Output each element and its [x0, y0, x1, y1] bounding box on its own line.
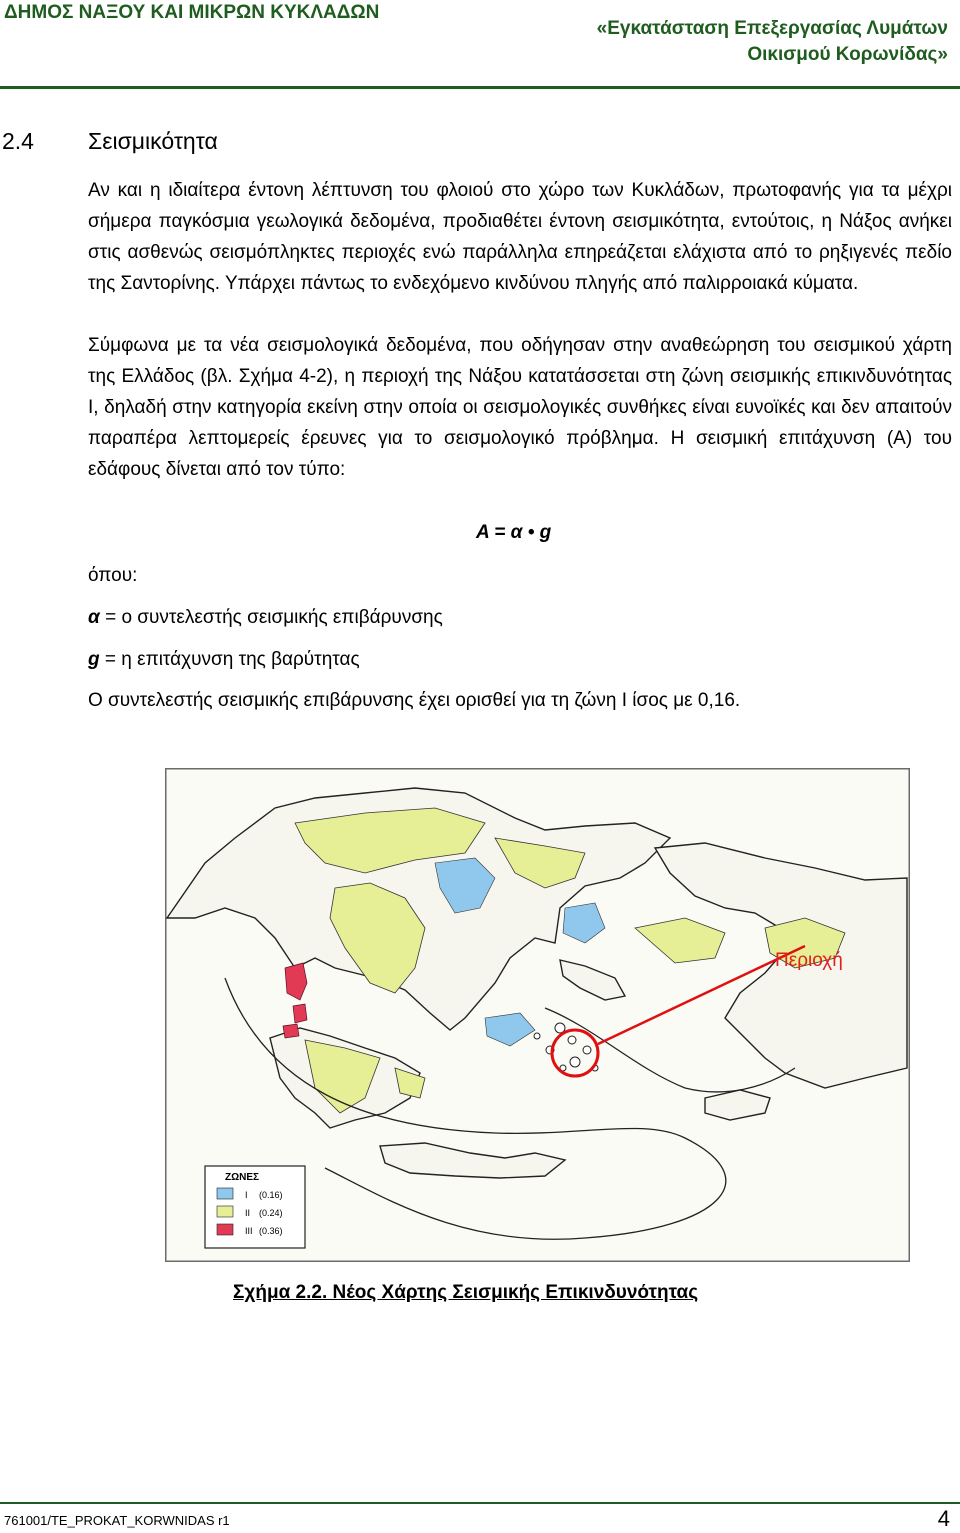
legend-value-zone-i: (0.16)	[259, 1190, 283, 1200]
legend-value-zone-ii: (0.24)	[259, 1208, 283, 1218]
paragraph-intro: Αν και η ιδιαίτερα έντονη λέπτυνση του φλοιού στο χώρο των Κυκλάδων, πρωτοφανής για τα μέχρι σήμερα παγκόσμια γεωλογικά δεδομένα, προδιαθέτει έντονη σεισμικότητα, εντούτοις, η Νάξος ανήκει στις ασθενώς σεισμόπληκτες περιοχές ενώ παράλληλα επηρεάζεται ελάχιστα από το ρηξιγενές πεδίο της Σαντορίνης. Υπάρχει πάντως το ενδεχόμενο κινδύνου πληγής από παλιρροιακά κύματα.	[88, 180, 952, 294]
area-label: Περιοχή	[775, 950, 843, 971]
header-municipality: ΔΗΜΟΣ ΝΑΞΟΥ ΚΑΙ ΜΙΚΡΩΝ ΚΥΚΛΑΔΩΝ	[4, 2, 380, 23]
legend-swatch-zone-ii	[217, 1206, 233, 1217]
page-number: 4	[937, 1506, 950, 1531]
legend-label-zone-ii: II	[245, 1208, 251, 1218]
definition-g	[88, 649, 360, 671]
section-title: Σεισμικότητα	[88, 128, 218, 154]
section-number: 2.4	[2, 128, 34, 154]
figure-caption: Σχήμα 2.2. Νέος Χάρτης Σεισμικής Επικινδυνότητας	[233, 1282, 699, 1303]
footer-divider	[0, 1502, 960, 1504]
header-project-line2: Οικισμού Κορωνίδας»	[747, 44, 948, 65]
footer-doc-code: 761001/ΤΕ_PROKAT_KORWNIDAS r1	[4, 1513, 230, 1528]
legend-swatch-zone-iii	[217, 1224, 233, 1235]
symbol-g: g	[88, 649, 100, 670]
definition-g-text: = η επιτάχυνση της βαρύτητας	[99, 649, 360, 670]
paragraph-seismic-map: Σύμφωνα με τα νέα σεισμολογικά δεδομένα, που οδήγησαν στην αναθεώρηση του σεισμικού χάρτη της Ελλάδος (βλ. Σχήμα 4-2), η περιοχή της Νάξου κατατάσσεται στη ζώνη σεισμικής επικινδυνότητας Ι, δηλαδή στην κατηγορία εκείνη στην οποία οι σεισμολογικές συνθήκες είναι ευνοϊκές και δεν απαιτούν παραπέρα λεπτομερείς έρευνες για το σεισμολογικό πρόβλημα. Η σεισμική επιτάχυνση (Α) του εδάφους δίνεται από τον τύπο:	[88, 335, 952, 480]
paragraph-coefficient: Ο συντελεστής σεισμικής επιβάρυνσης έχει ορισθεί για τη ζώνη Ι ίσος με 0,16.	[88, 690, 741, 711]
legend-title: ΖΩΝΕΣ	[225, 1172, 260, 1183]
acceleration-formula: Α = α • g	[476, 522, 552, 543]
legend-value-zone-iii: (0.36)	[259, 1226, 283, 1236]
definition-alpha-text: = ο συντελεστής σεισμικής επιβάρυνσης	[99, 607, 443, 628]
seismic-hazard-map	[165, 768, 910, 1262]
legend-label-zone-iii: III	[245, 1226, 253, 1236]
where-label: όπου:	[88, 565, 138, 586]
header-project-line1: «Εγκατάσταση Επεξεργασίας Λυμάτων	[596, 18, 948, 39]
legend-label-zone-i: I	[245, 1190, 248, 1200]
definition-alpha	[88, 607, 443, 629]
map-legend	[205, 1166, 305, 1248]
header-divider	[0, 86, 960, 89]
symbol-alpha: α	[88, 607, 100, 628]
legend-swatch-zone-i	[217, 1188, 233, 1199]
header-project-title	[597, 16, 948, 68]
section-heading	[0, 128, 218, 155]
